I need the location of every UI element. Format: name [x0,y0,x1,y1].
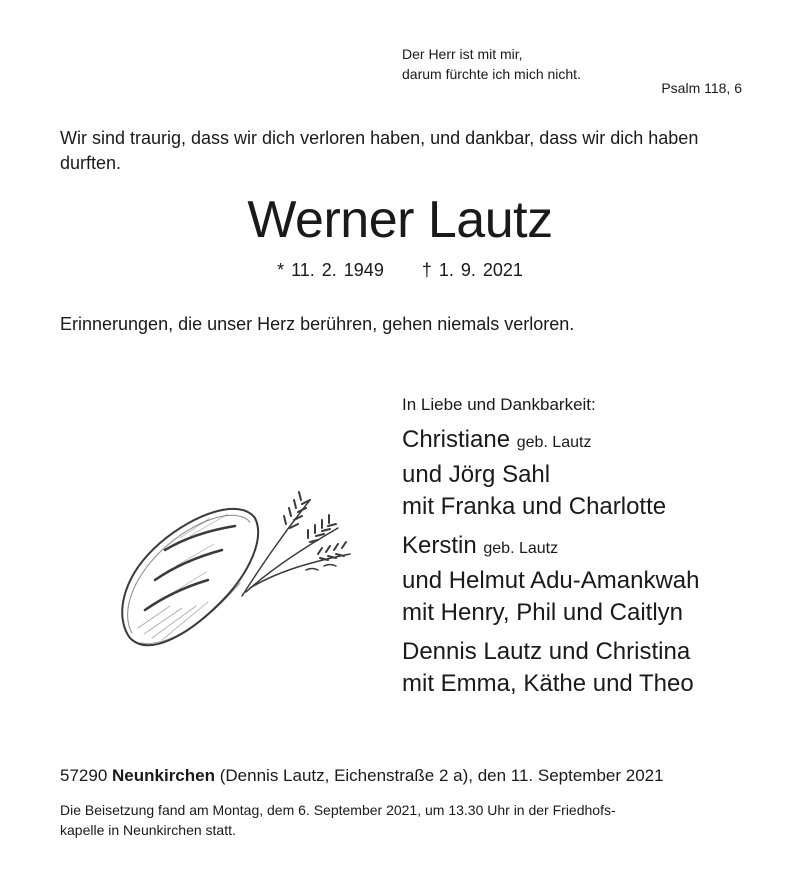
death-date: † 1. 9. 2021 [421,260,523,280]
postal-code: 57290 [60,766,108,785]
bread-and-wheat-illustration [110,488,360,668]
dedication-line: In Liebe und Dankbarkeit: [402,395,596,414]
maiden-name: geb. Lautz [516,434,592,451]
family-children: mit Henry, Phil und Caitlyn [402,599,683,626]
funeral-notice [60,800,744,840]
deceased-name: Werner Lautz [247,191,553,249]
maiden-name: geb. Lautz [483,540,559,557]
memory-line: Erinnerungen, die unser Herz berühren, gehen niemals verloren. [60,314,575,334]
family-group-christiane [402,424,666,523]
family-names: Dennis Lautz und Christina [402,638,691,665]
address-and-date: (Dennis Lautz, Eichenstraße 2 a), den 11. September 2021 [219,766,664,785]
bible-verse [402,44,581,84]
funeral-notice-line-1: Die Beisetzung fand am Montag, dem 6. September 2021, um 13.30 Uhr in der Friedhofs- [60,802,616,818]
family-partner: und Jörg Sahl [402,461,551,488]
family-children: mit Emma, Käthe und Theo [402,670,694,697]
family-group-dennis [402,636,694,700]
verse-line-2: darum fürchte ich mich nicht. [402,66,581,82]
family-first-name: Kerstin [402,532,477,559]
verse-line-1: Der Herr ist mit mir, [402,46,523,62]
life-dates [0,260,800,281]
funeral-notice-line-2: kapelle in Neunkirchen statt. [60,822,236,838]
city-name: Neunkirchen [112,766,215,785]
intro-text: Wir sind traurig, dass wir dich verloren haben, und dankbar, dass wir dich haben durften. [60,128,699,173]
family-children: mit Franka und Charlotte [402,493,667,520]
place-and-date-line [60,766,664,786]
verse-reference: Psalm 118, 6 [661,80,742,96]
family-partner: und Helmut Adu-Amankwah [402,567,700,594]
birth-date: * 11. 2. 1949 [277,260,384,280]
family-group-kerstin [402,530,700,629]
family-first-name: Christiane [402,426,511,453]
